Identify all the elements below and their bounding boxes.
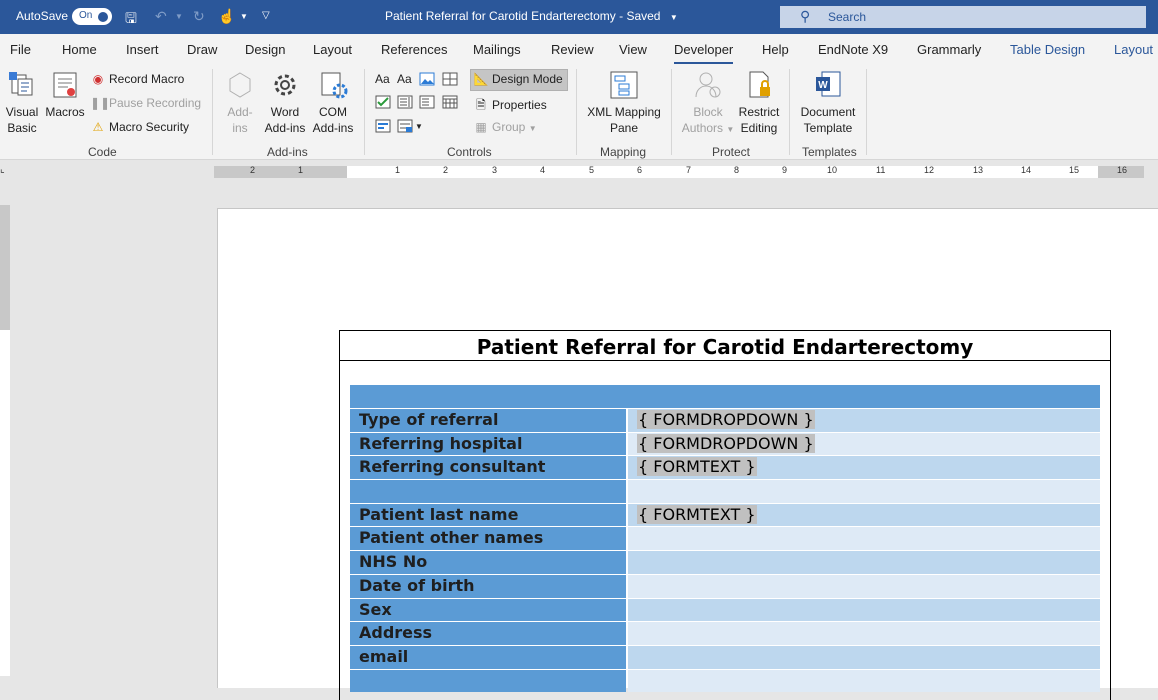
- xml-mapping-label-2: Pane: [609, 121, 639, 135]
- ruler-number: 5: [589, 165, 595, 175]
- ruler-number: 16: [1117, 165, 1128, 175]
- gear-icon: [269, 69, 301, 101]
- save-status: Saved: [626, 9, 661, 23]
- search-input[interactable]: [780, 6, 1146, 28]
- ruler-number: 12: [924, 165, 935, 175]
- xml-mapping-pane-button[interactable]: [583, 69, 665, 136]
- table-row[interactable]: [350, 432, 1100, 456]
- group-label-addins: Add-ins: [267, 145, 308, 159]
- group-icon: ▦: [475, 120, 487, 134]
- horizontal-ruler[interactable]: [0, 161, 1158, 181]
- properties-label: Properties: [492, 98, 547, 112]
- row-label: NHS No: [350, 551, 626, 574]
- visual-basic-icon: [6, 69, 38, 101]
- tab-view[interactable]: View: [619, 42, 647, 57]
- autosave-label: AutoSave: [16, 9, 69, 23]
- tab-file[interactable]: File: [10, 42, 31, 57]
- form-field[interactable]: { FORMDROPDOWN }: [638, 433, 814, 453]
- row-label: Referring hospital: [350, 433, 626, 456]
- vruler-top-margin: [0, 205, 10, 330]
- table-row[interactable]: [350, 455, 1100, 479]
- group-label-templates: Templates: [802, 145, 857, 159]
- block-authors-label-1: Block: [693, 105, 723, 119]
- pause-recording-button[interactable]: [90, 96, 201, 110]
- rich-text-control-icon[interactable]: Aa: [375, 72, 390, 86]
- word-addins-label-2: Add-ins: [264, 121, 306, 135]
- group-divider: [212, 69, 213, 155]
- macros-icon: [49, 69, 81, 101]
- form-header-row[interactable]: [350, 385, 1100, 408]
- row-value[interactable]: [628, 575, 1100, 598]
- macro-security-label: Macro Security: [109, 120, 190, 134]
- tab-mailings[interactable]: Mailings: [473, 42, 521, 57]
- restrict-editing-label-2: Editing: [740, 121, 778, 135]
- ruler-number: 3: [492, 165, 498, 175]
- row-value[interactable]: [628, 504, 1100, 527]
- record-macro-button[interactable]: [90, 72, 184, 86]
- row-value[interactable]: [628, 622, 1100, 645]
- ruler-number: 4: [540, 165, 546, 175]
- properties-button[interactable]: [473, 96, 547, 117]
- building-block-control-icon[interactable]: [442, 72, 458, 86]
- table-row[interactable]: [350, 526, 1100, 550]
- addins-label-1: Add-: [227, 105, 253, 119]
- ruler-number: 1: [298, 165, 304, 175]
- group-divider: [789, 69, 790, 155]
- row-label: Type of referral: [350, 409, 626, 432]
- document-template-label-1: Document: [800, 105, 856, 119]
- design-mode-icon: 📐: [473, 72, 489, 86]
- row-label: Date of birth: [350, 575, 626, 598]
- row-label: Address: [350, 622, 626, 645]
- group-label-controls: Controls: [447, 145, 492, 159]
- macros-button[interactable]: [44, 69, 86, 120]
- xml-mapping-label-1: XML Mapping: [587, 105, 661, 119]
- legacy-tools-dropdown-icon[interactable]: ▼: [415, 122, 423, 131]
- ribbon: [0, 64, 1158, 160]
- group-button-label: Group: [492, 120, 526, 134]
- ruler-number: 2: [250, 165, 256, 175]
- table-row[interactable]: [350, 574, 1100, 598]
- word-addins-button[interactable]: [262, 69, 308, 136]
- touch-dropdown-icon[interactable]: ▼: [240, 12, 248, 21]
- group-label-protect: Protect: [712, 145, 751, 159]
- addins-label-2: ins: [232, 121, 248, 135]
- macros-label: Macros: [45, 105, 85, 119]
- pause-recording-label: Pause Recording: [109, 96, 202, 110]
- word-addins-label-1: Word: [270, 105, 300, 119]
- dropdown-list-control-icon[interactable]: [419, 95, 435, 109]
- ruler-number: 8: [734, 165, 740, 175]
- form-title: Patient Referral for Carotid Endarterectomy: [476, 335, 974, 359]
- ruler-number: 10: [827, 165, 838, 175]
- row-value[interactable]: [628, 551, 1100, 574]
- ruler-left-margin: [214, 166, 347, 178]
- chevron-down-icon: ▼: [669, 13, 678, 22]
- group-divider: [364, 69, 365, 155]
- ruler-number: 13: [973, 165, 984, 175]
- table-row[interactable]: [350, 621, 1100, 645]
- ruler-number: 11: [876, 165, 886, 175]
- row-value[interactable]: [628, 409, 1100, 432]
- table-row[interactable]: [350, 645, 1100, 669]
- touch-mode-icon[interactable]: ☝: [218, 8, 236, 24]
- tab-endnote[interactable]: EndNote X9: [818, 42, 889, 57]
- row-label: email: [350, 646, 626, 669]
- record-icon: ◉: [92, 72, 104, 86]
- chevron-down-icon: ▼: [726, 125, 735, 134]
- row-label: Patient last name: [350, 504, 626, 527]
- referral-form-table: [350, 385, 1100, 692]
- search-icon: ⚲: [800, 8, 811, 24]
- warning-icon: ⚠: [92, 120, 104, 134]
- row-value[interactable]: [628, 670, 1100, 693]
- document-title[interactable]: Patient Referral for Carotid Endarterectomy - Saved ▼: [385, 9, 678, 23]
- row-label: [350, 480, 626, 503]
- document-template-button[interactable]: [797, 69, 859, 136]
- checkbox-control-icon[interactable]: [375, 95, 391, 109]
- restrict-editing-button[interactable]: [735, 69, 783, 136]
- visual-basic-label-1: Visual: [5, 105, 39, 119]
- block-authors-icon: [692, 69, 724, 101]
- lock-icon: [743, 69, 775, 101]
- row-value[interactable]: [628, 433, 1100, 456]
- form-field[interactable]: { FORMTEXT }: [638, 457, 756, 477]
- ruler-number: 1: [395, 165, 401, 175]
- com-addins-icon: [317, 69, 349, 101]
- svg-text:W: W: [818, 80, 828, 91]
- save-icon[interactable]: 🖫: [125, 10, 137, 26]
- com-addins-button[interactable]: [310, 69, 356, 136]
- word-document-icon: [812, 69, 844, 101]
- tab-references[interactable]: References: [381, 42, 448, 57]
- plain-text-control-icon[interactable]: Aa: [397, 72, 412, 86]
- design-mode-label-wrap: [473, 72, 563, 86]
- group-dropdown-icon: ▼: [528, 124, 537, 133]
- tab-home[interactable]: Home: [62, 42, 97, 57]
- com-addins-label-2: Add-ins: [312, 121, 354, 135]
- form-field[interactable]: { FORMDROPDOWN }: [638, 410, 814, 429]
- ruler-number: 9: [782, 165, 788, 175]
- document-template-label-2: Template: [803, 121, 853, 135]
- ruler-number: 7: [686, 165, 692, 175]
- tab-draw[interactable]: Draw: [187, 42, 218, 57]
- row-value[interactable]: [628, 480, 1100, 503]
- picture-control-icon[interactable]: [419, 72, 435, 86]
- redo-icon[interactable]: ↻: [193, 8, 205, 24]
- form-field[interactable]: { FORMTEXT }: [638, 504, 756, 524]
- tab-table-design[interactable]: Table Design: [1010, 42, 1086, 57]
- row-label: Referring consultant: [350, 456, 626, 479]
- tab-table-layout[interactable]: Layout: [1114, 42, 1154, 57]
- table-row[interactable]: [350, 550, 1100, 574]
- tab-insert[interactable]: Insert: [126, 42, 159, 57]
- ruler-number: 2: [443, 165, 449, 175]
- table-row[interactable]: [350, 503, 1100, 527]
- tab-grammarly[interactable]: Grammarly: [917, 42, 982, 57]
- ruler-number: 6: [637, 165, 643, 175]
- form-title-cell[interactable]: [339, 330, 1111, 361]
- tab-help[interactable]: Help: [762, 42, 789, 57]
- com-addins-label-1: COM: [319, 105, 347, 119]
- row-value[interactable]: [628, 646, 1100, 669]
- autosave-state: On: [79, 10, 93, 21]
- pause-icon: ❚❚: [90, 96, 111, 110]
- document-title-text: Patient Referral for Carotid Endarterectomy: [385, 9, 616, 23]
- row-label: [350, 670, 626, 693]
- table-row[interactable]: [350, 598, 1100, 622]
- undo-icon[interactable]: ↶: [155, 8, 167, 24]
- ruler-number: 15: [1069, 165, 1080, 175]
- table-row[interactable]: [350, 408, 1100, 432]
- xml-mapping-icon: [608, 69, 640, 101]
- group-label-code: Code: [88, 145, 117, 159]
- customize-toolbar-icon[interactable]: ▽: [262, 10, 270, 21]
- properties-icon: 🗎: [476, 98, 486, 112]
- combo-box-control-icon[interactable]: [397, 95, 413, 109]
- record-macro-label: Record Macro: [109, 72, 185, 86]
- block-authors-label-2: Authors: [681, 121, 724, 135]
- title-bar: [0, 0, 1158, 34]
- ruler-track: [214, 166, 1144, 178]
- tab-selector-icon[interactable]: ⌞: [0, 164, 5, 175]
- group-divider: [671, 69, 672, 155]
- table-row[interactable]: [350, 669, 1100, 693]
- group-divider: [866, 69, 867, 155]
- addins-button[interactable]: [222, 69, 258, 136]
- tab-layout[interactable]: Layout: [313, 42, 353, 57]
- visual-basic-button[interactable]: [3, 69, 41, 136]
- tab-design[interactable]: Design: [245, 42, 286, 57]
- addins-icon: [224, 69, 256, 101]
- visual-basic-label-2: Basic: [7, 121, 37, 135]
- row-value[interactable]: [628, 527, 1100, 550]
- block-authors-button[interactable]: [678, 69, 738, 138]
- repeating-section-control-icon[interactable]: [375, 119, 391, 133]
- ruler-number: 14: [1021, 165, 1032, 175]
- vertical-ruler[interactable]: [0, 205, 10, 676]
- search-placeholder: Search: [828, 10, 867, 24]
- legacy-tools-icon[interactable]: [397, 119, 413, 133]
- row-label: Sex: [350, 599, 626, 622]
- row-label: Patient other names: [350, 527, 626, 550]
- group-button[interactable]: [473, 120, 537, 134]
- tab-developer[interactable]: Developer: [674, 42, 734, 57]
- macro-security-button[interactable]: [90, 120, 189, 134]
- table-row[interactable]: [350, 479, 1100, 503]
- tab-review[interactable]: Review: [551, 42, 594, 57]
- group-divider: [576, 69, 577, 155]
- design-mode-label: Design Mode: [492, 72, 563, 86]
- undo-dropdown-icon[interactable]: ▼: [175, 12, 183, 21]
- row-value[interactable]: [628, 456, 1100, 479]
- group-label-mapping: Mapping: [600, 145, 647, 159]
- autosave-toggle[interactable]: [72, 8, 112, 25]
- restrict-editing-label-1: Restrict: [738, 105, 780, 119]
- date-picker-control-icon[interactable]: [442, 95, 458, 109]
- row-value[interactable]: [628, 599, 1100, 622]
- ribbon-tabs: [0, 34, 1158, 64]
